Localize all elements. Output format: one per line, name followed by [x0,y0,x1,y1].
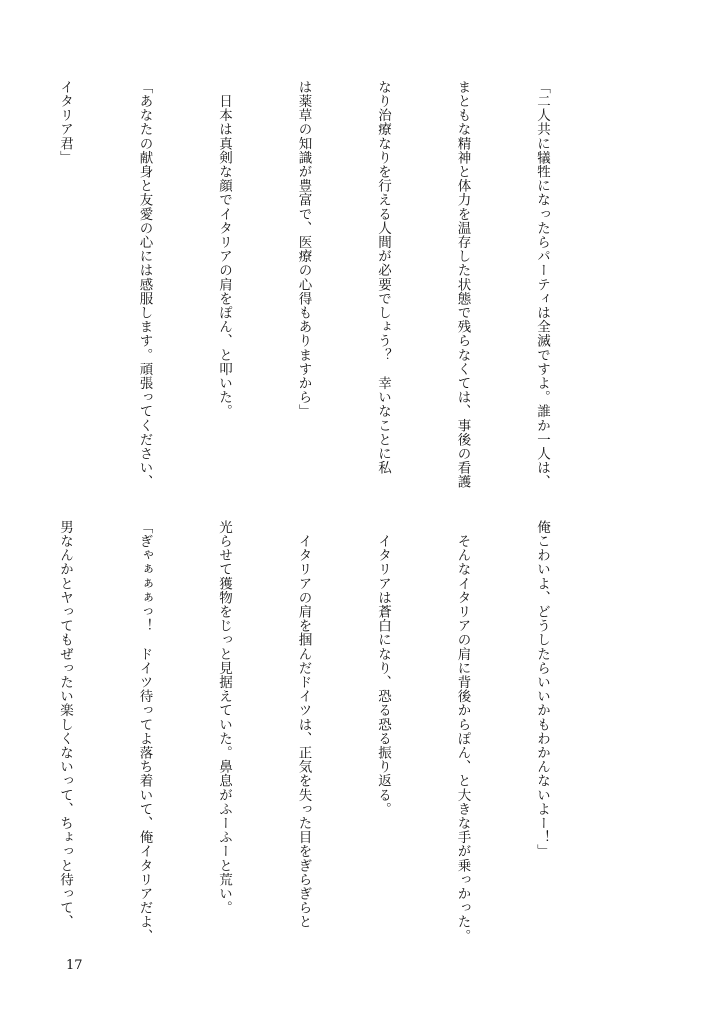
text-line: まともな精神と体力を温存した状態で残らなくては、事後の看護 [454,80,471,489]
text-line: 光らせて獲物をじっと見据えていた。鼻息がふーふーと荒い。 [216,520,232,915]
text-line: なり治療なりを行える人間が必要でしょう？ 幸いなことに私 [375,80,391,475]
text-block-bottom [57,520,608,943]
text-line: 「二人共に犠牲になったらパーティは全滅ですよ。誰か一人は、 [534,80,550,489]
text-line: 俺こわいよ、どうしたらいいかもわかんないよー！」 [534,520,550,859]
text-line: イタリアの肩を掴んだドイツは、正気を失った目をぎらぎらと [295,520,312,929]
text-line: は薬草の知識が豊富で、医療の心得もありますから」 [295,80,312,419]
text-line: 「ぎゃぁぁぁっ！ ドイツ待ってよ落ち着いて、俺イタリアだよ、 [136,520,153,943]
text-line: 男なんかとヤってもぜったい楽しくないって、ちょっと待って、 [57,520,73,929]
text-line: そんなイタリアの肩に背後からぽん、と大きな手が乗っかった。 [454,520,471,943]
page-number: 17 [66,958,83,973]
text-line: 「あなたの献身と友愛の心には感服します。頑張ってください、 [136,80,153,489]
text-line: 日本は真剣な顔でイタリアの肩をぽん、と叩いた。 [216,80,232,419]
text-line: イタリア君」 [57,80,73,165]
text-line: イタリアは蒼白になり、恐る恐る振り返る。 [375,520,391,817]
text-block-top [57,80,608,500]
